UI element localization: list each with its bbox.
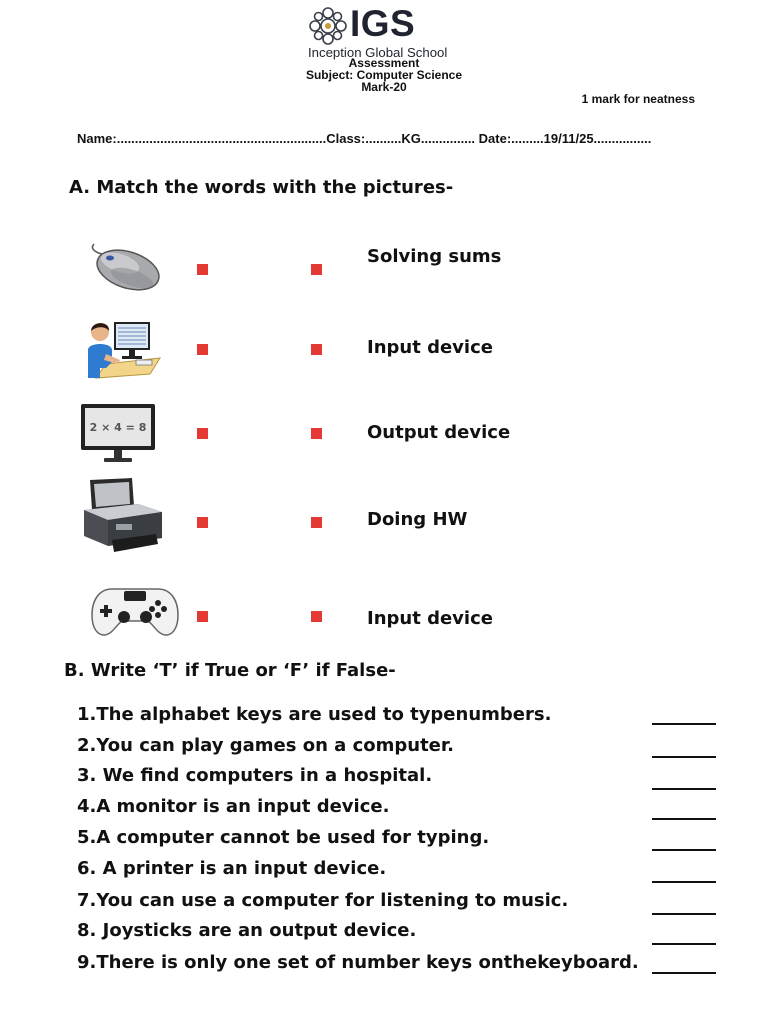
tf-question: 7.You can use a computer for listening to music. [77,890,569,911]
tf-question: 5.A computer cannot be used for typing. [77,827,490,848]
tf-question: 1.The alphabet keys are used to typenumbers. [77,704,552,725]
tf-question: 2.You can play games on a computer. [77,735,455,756]
tf-question: 9.There is only one set of number keys onthekeyboard. [77,952,639,973]
picture-match-dot[interactable] [197,264,208,275]
answer-blank[interactable] [652,942,716,945]
neatness-note: 1 mark for neatness [581,92,695,106]
subject-label: Subject: Computer Science [305,68,463,82]
answer-blank[interactable] [652,848,716,851]
student-details-line: Name:..........................................................Class:..........KG............... Date:.........19/11/25................ [77,131,652,146]
computer-user-icon [86,318,162,384]
answer-blank[interactable] [652,880,716,883]
answer-blank[interactable] [652,912,716,915]
school-name: Inception Global School [308,45,448,60]
answer-blank[interactable] [652,722,716,725]
word-match-dot[interactable] [311,611,322,622]
mouse-icon [88,240,162,292]
answer-blank[interactable] [652,787,716,790]
word-match-dot[interactable] [311,517,322,528]
tf-question: 3. We find computers in a hospital. [77,765,433,786]
game-controller-icon [90,585,180,637]
section-b-title: B. Write ‘T’ if True or ‘F’ if False- [64,660,396,681]
marks-label: Mark-20 [361,80,407,94]
assessment-label: Assessment [348,56,420,70]
match-word: Input device [367,608,493,629]
tf-question: 8. Joysticks are an output device. [77,920,417,941]
word-match-dot[interactable] [311,344,322,355]
word-match-dot[interactable] [311,428,322,439]
match-word: Solving sums [367,246,502,267]
school-logo [306,4,462,64]
answer-blank[interactable] [652,971,716,974]
word-match-dot[interactable] [311,264,322,275]
printer-icon [82,476,164,558]
tf-question: 6. A printer is an input device. [77,858,387,879]
tf-question: 4.A monitor is an input device. [77,796,390,817]
match-word: Output device [367,422,511,443]
picture-match-dot[interactable] [197,611,208,622]
picture-match-dot[interactable] [197,344,208,355]
section-a-title: A. Match the words with the pictures- [69,177,454,198]
answer-blank[interactable] [652,755,716,758]
monitor-screen-text: 2 × 4 = 8 [89,421,147,434]
picture-match-dot[interactable] [197,428,208,439]
answer-blank[interactable] [652,817,716,820]
logo-title: IGS [350,3,416,44]
match-word: Doing HW [367,509,468,530]
match-word: Input device [367,337,493,358]
picture-match-dot[interactable] [197,517,208,528]
monitor-icon [80,403,156,465]
logo-emblem-icon [306,4,350,48]
